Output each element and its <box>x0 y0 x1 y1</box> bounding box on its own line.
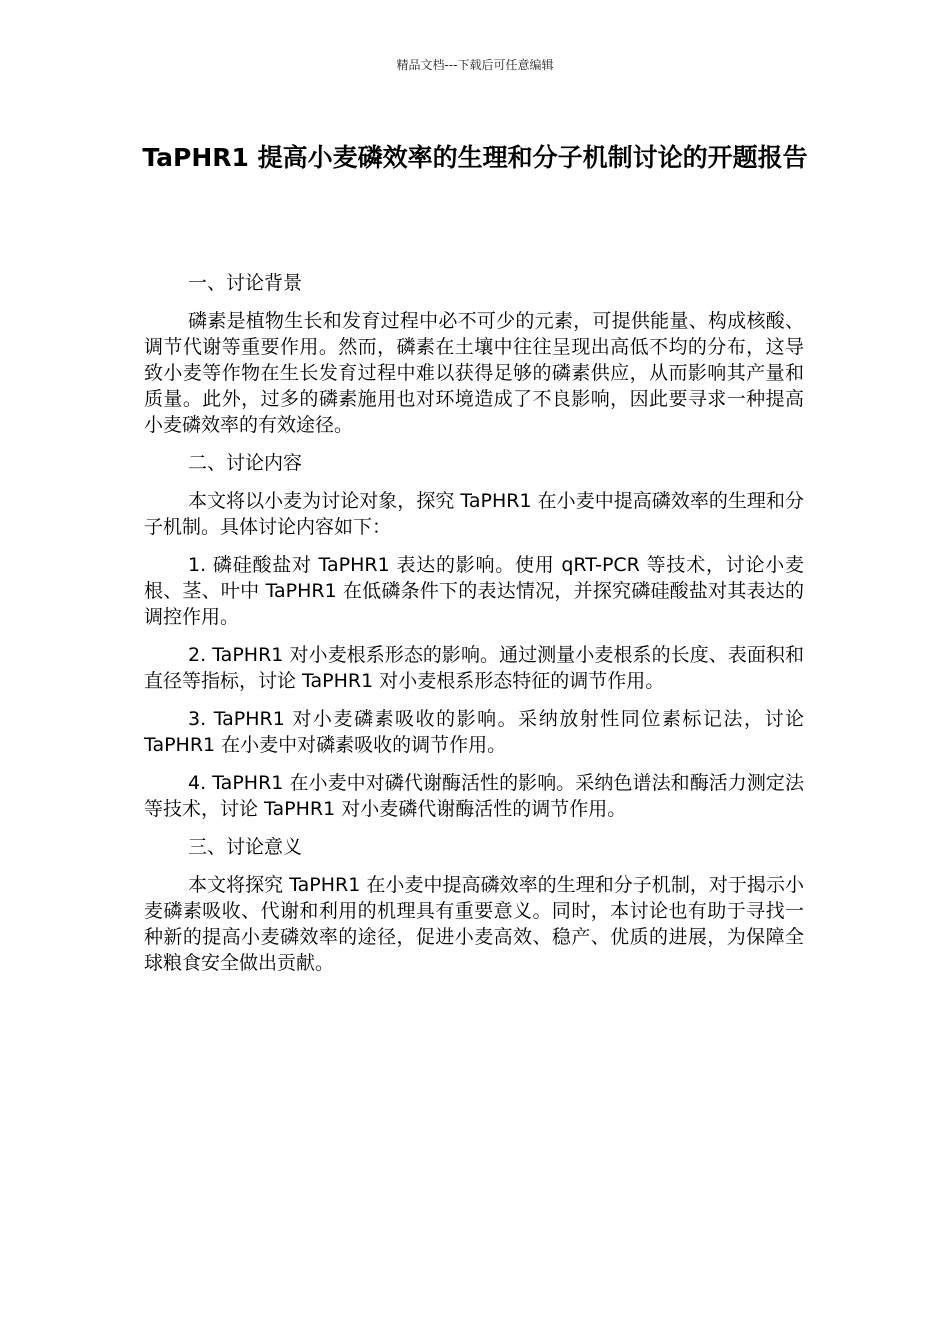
section-heading-content: 二、讨论内容 <box>188 452 303 474</box>
section-heading-significance: 三、讨论意义 <box>188 836 303 858</box>
content-item-3: 3. TaPHR1 对小麦磷素吸收的影响。采纳放射性同位素标记法，讨论 TaPHR1 在小麦中对磷素吸收的调节作用。 <box>144 708 804 756</box>
background-paragraph: 磷素是植物生长和发育过程中必不可少的元素，可提供能量、构成核酸、调节代谢等重要作用。然而，磷素在土壤中往往呈现出高低不均的分布，这导致小麦等作物在生长发育过程中难以获得足够的磷素供应，从而影响其产量和质量。此外，过多的磷素施用也对环境造成了不良影响，因此要寻求一种提高小麦磷效率的有效途径。 <box>144 310 804 436</box>
content-item-2: 2. TaPHR1 对小麦根系形态的影响。通过测量小麦根系的长度、表面积和直径等指标，讨论 TaPHR1 对小麦根系形态特征的调节作用。 <box>144 644 804 692</box>
content-item-4: 4. TaPHR1 在小麦中对磷代谢酶活性的影响。采纳色谱法和酶活力测定法等技术，讨论 TaPHR1 对小麦磷代谢酶活性的调节作用。 <box>144 772 804 820</box>
document-body <box>144 270 804 988</box>
content-intro-paragraph: 本文将以小麦为讨论对象，探究 TaPHR1 在小麦中提高磷效率的生理和分子机制。具体讨论内容如下： <box>144 490 804 538</box>
page-header: 精品文档---下载后可任意编辑 <box>396 58 554 72</box>
section-heading-background: 一、讨论背景 <box>188 272 303 294</box>
document-title: TaPHR1 提高小麦磷效率的生理和分子机制讨论的开题报告 <box>142 143 808 172</box>
content-item-1: 1. 磷硅酸盐对 TaPHR1 表达的影响。使用 qRT-PCR 等技术，讨论小麦根、茎、叶中 TaPHR1 在低磷条件下的表达情况，并探究磷硅酸盐对其表达的调控作用。 <box>144 554 804 628</box>
significance-paragraph: 本文将探究 TaPHR1 在小麦中提高磷效率的生理和分子机制，对于揭示小麦磷素吸收、代谢和利用的机理具有重要意义。同时，本讨论也有助于寻找一种新的提高小麦磷效率的途径，促进小麦高效、稳产、优质的进展，为保障全球粮食安全做出贡献。 <box>144 874 804 974</box>
